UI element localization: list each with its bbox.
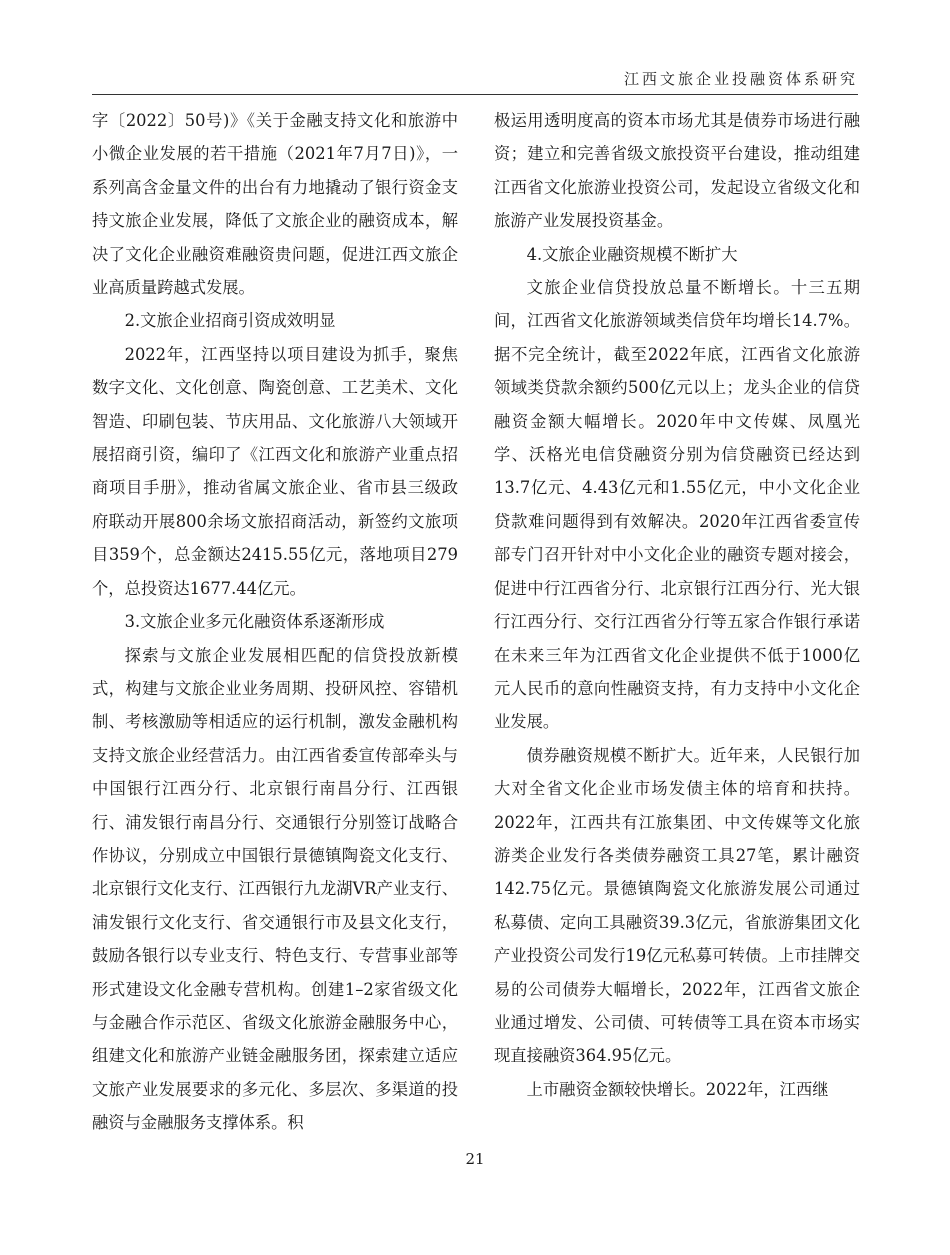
section-heading: 3.文旅企业多元化融资体系逐渐形成 <box>124 612 385 632</box>
page-header <box>92 58 858 95</box>
paragraph: 2022年，江西坚持以项目建设为抓手，聚焦数字文化、文化创意、陶瓷创意、工艺美术、文化智造、印刷包装、节庆用品、文化旅游八大领域开展招商引资，编印了《江西文化和旅游产业重点招商项目手册》，推动省属文旅企业、省市县三级政府联动开展800余场文旅招商活动，新签约文旅项目359个，总金额达2415.55亿元，落地项目279个，总投资达1677.44亿元。 <box>92 344 458 598</box>
right-column <box>494 104 860 1106</box>
section-heading: 2.文旅企业招商引资成效明显 <box>124 311 336 331</box>
paragraph: 字〔2022〕50号)》《关于金融支持文化和旅游中小微企业发展的若干措施（2021年7月7日)》，一系列高含金量文件的出台有力地撬动了银行资金支持文旅企业发展，降低了文旅企业的融资成本，解决了文化企业融资难融资贵问题，促进江西文旅企业高质量跨越式发展。 <box>92 111 458 298</box>
paragraph: 极运用透明度高的资本市场尤其是债券市场进行融资；建立和完善省级文旅投资平台建设，推动组建江西省文化旅游业投资公司，发起设立省级文化和旅游产业发展投资基金。 <box>494 111 860 231</box>
left-column <box>92 104 458 1140</box>
section-heading: 4.文旅企业融资规模不断扩大 <box>526 244 738 264</box>
paragraph: 上市融资金额较快增长。2022年，江西继 <box>526 1079 829 1099</box>
paragraph: 债券融资规模不断扩大。近年来，人民银行加大对全省文化企业市场发债主体的培育和扶持。2022年，江西共有江旅集团、中文传媒等文化旅游类企业发行各类债券融资工具27笔，累计融资142.75亿元。景德镇陶瓷文化旅游发展公司通过私募债、定向工具融资39.3亿元，省旅游集团文化产业投资公司发行19亿元私募可转债。上市挂牌交易的公司债券大幅增长，2022年，江西省文旅企业通过增发、公司债、可转债等工具在资本市场实现直接融资364.95亿元。 <box>494 745 860 1066</box>
paragraph: 文旅企业信贷投放总量不断增长。十三五期间，江西省文化旅游领域类信贷年均增长14.7%。据不完全统计，截至2022年底，江西省文化旅游领域类贷款余额约500亿元以上；龙头企业的信贷融资金额大幅增长。2020年中文传媒、凤凰光学、沃格光电信贷融资分别为信贷融资已经达到13.7亿元、4.43亿元和1.55亿元，中小文化企业贷款难问题得到有效解决。2020年江西省委宣传部专门召开针对中小文化企业的融资专题对接会，促进中行江西省分行、北京银行江西分行、光大银行江西分行、交行江西省分行等五家合作银行承诺在未来三年为江西省文化企业提供不低于1000亿元人民币的意向性融资支持，有力支持中小文化企业发展。 <box>494 278 860 732</box>
paragraph: 探索与文旅企业发展相匹配的信贷投放新模式，构建与文旅企业业务周期、投研风控、容错机制、考核激励等相适应的运行机制，激发金融机构支持文旅企业经营活力。由江西省委宣传部牵头与中国银行江西分行、北京银行南昌分行、江西银行、浦发银行南昌分行、交通银行分别签订战略合作协议，分别成立中国银行景德镇陶瓷文化支行、北京银行文化支行、江西银行九龙湖VR产业支行、浦发银行文化支行、省交通银行市及县文化支行，鼓励各银行以专业支行、特色支行、专营事业部等形式建设文化金融专营机构。创建1–2家省级文化与金融合作示范区、省级文化旅游金融服务中心，组建文化和旅游产业链金融服务团，探索建立适应文旅产业发展要求的多元化、多层次、多渠道的投融资与金融服务支撑体系。积 <box>92 645 458 1133</box>
page-number: 21 <box>465 1150 485 1168</box>
running-title: 江西文旅企业投融资体系研究 <box>623 70 858 88</box>
